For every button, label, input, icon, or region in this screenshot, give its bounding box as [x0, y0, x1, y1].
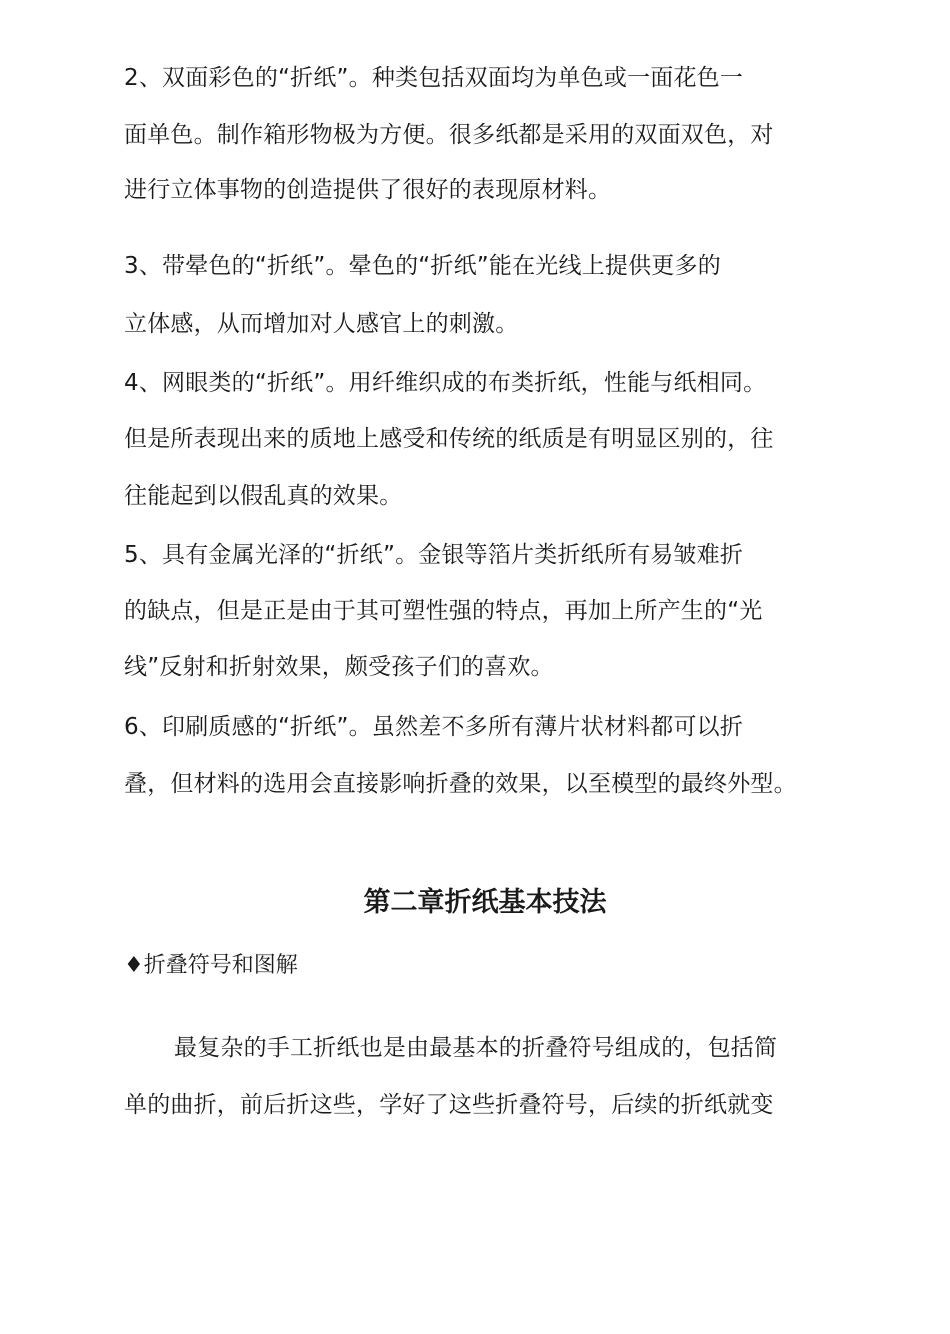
item-6-line-1: 6、印刷质感的“折纸”。虽然差不多所有薄片状材料都可以折 [124, 714, 744, 740]
chapter-title: 第二章折纸基本技法 [363, 887, 607, 918]
item-4-line-3: 往能起到以假乱真的效果。 [124, 483, 403, 509]
section-heading: ♦折叠符号和图解 [124, 953, 298, 978]
item-3-line-2: 立体感，从而增加对人感官上的刺激。 [124, 311, 519, 337]
item-3-line-1: 3、带晕色的“折纸”。晕色的“折纸”能在光线上提供更多的 [124, 253, 721, 279]
item-5-line-2: 的缺点，但是正是由于其可塑性强的特点，再加上所产生的“光 [124, 598, 763, 624]
item-4-line-2: 但是所表现出来的质地上感受和传统的纸质是有明显区别的，往 [124, 426, 774, 452]
item-2-line-3: 进行立体事物的创造提供了很好的表现原材料。 [124, 177, 612, 203]
item-2-line-1: 2、双面彩色的“折纸”。种类包括双面均为单色或一面花色一 [124, 65, 744, 91]
item-4-line-1: 4、网眼类的“折纸”。用纤维织成的布类折纸，性能与纸相同。 [124, 370, 767, 396]
item-6-line-2: 叠，但材料的选用会直接影响折叠的效果，以至模型的最终外型。 [124, 771, 797, 797]
item-5-line-3: 线”反射和折射效果，颇受孩子们的喜欢。 [124, 654, 554, 680]
item-5-line-1: 5、具有金属光泽的“折纸”。金银等箔片类折纸所有易皱难折 [124, 542, 744, 568]
item-2-line-2: 面单色。制作箱形物极为方便。很多纸都是采用的双面双色，对 [124, 122, 774, 148]
intro-line-1: 最复杂的手工折纸也是由最基本的折叠符号组成的，包括简 [174, 1035, 778, 1061]
intro-line-2: 单的曲折，前后折这些，学好了这些折叠符号，后续的折纸就变 [124, 1092, 774, 1118]
